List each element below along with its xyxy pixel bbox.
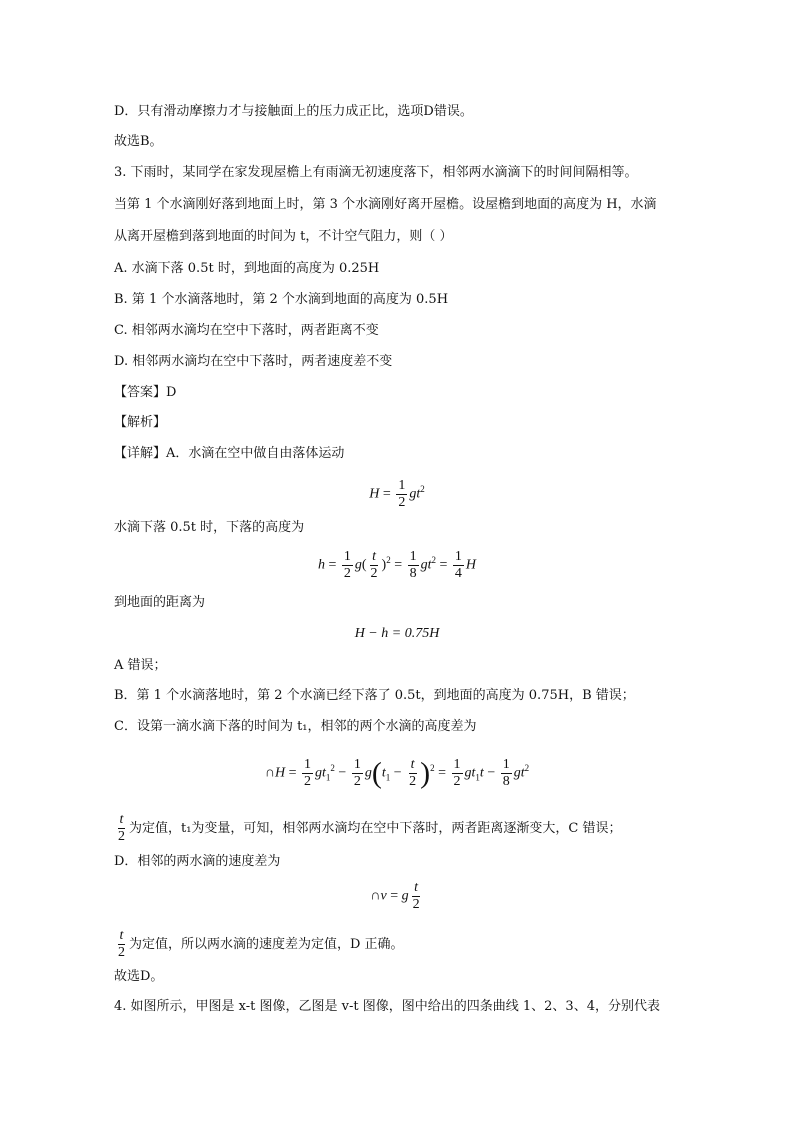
a-wrong: A 错误；: [114, 658, 167, 673]
option-b: B. 第 1 个水滴落地时，第 2 个水滴到地面的高度为 0.5H: [114, 292, 449, 307]
b-explanation: B．第 1 个水滴落地时，第 2 个水滴已经下落了 0.5t，到地面的高度为 0.75H，B 错误；: [114, 688, 635, 703]
distance-text: 到地面的距离为: [114, 595, 206, 610]
equation-half-height: h = $\frac{1}{2}$ g( $\frac{t}{2}$ )$^2$ = $\frac{1}{8}$ $gt^2$ = $\frac{1}{4}$ H: [317, 549, 477, 581]
option-d: D. 相邻两水滴均在空中下落时，两者速度差不变: [114, 354, 393, 369]
c-conclusion: $\frac{t}{2}$ 为定值，t₁为变量，可知，相邻两水滴均在空中下落时，两者距离逐渐变大，C 错误；: [118, 812, 622, 844]
d-explanation: D．相邻的两水滴的速度差为: [114, 854, 281, 869]
answer-label: 【答案】D: [114, 385, 177, 400]
equation-distance: H − h = 0.75H: [354, 626, 440, 641]
prev-option-d: D．只有滑动摩擦力才与接触面上的压力成正比，选项D错误。: [114, 104, 473, 119]
detail-a: 【详解】A．水滴在空中做自由落体运动: [114, 446, 345, 461]
question-3-line-1: 3. 下雨时，某同学在家发现屋檐上有雨滴无初速度落下，相邻两水滴滴下的时间间隔相等。: [114, 165, 638, 180]
question-4-line-1: 4. 如图所示，甲图是 x-t 图像，乙图是 v-t 图像，图中给出的四条曲线 1、2、3、4，分别代表: [114, 999, 660, 1014]
equation-free-fall: H = $\frac{1}{2}$ $gt^2$: [369, 478, 425, 510]
equation-height-difference: ∩H = $\frac{1}{2}$ $gt_1^2$ − $\frac{1}{2}$ $g(t_1$ − $\frac{t}{2}$ )$^2$ = $\frac{1}{2}$ $gt_1t$ − $\frac{1}{8}$ $gt^2$: [264, 756, 530, 790]
c-explanation: C．设第一滴水滴下落的时间为 t₁，相邻的两个水滴的高度差为: [114, 719, 477, 734]
question-3-line-3: 从离开屋檐到落到地面的时间为 t，不计空气阻力，则（ ）: [114, 229, 453, 244]
equation-velocity-difference: ∩v = g $\frac{t}{2}$: [370, 880, 420, 912]
analysis-label: 【解析】: [114, 415, 167, 430]
question-3-line-2: 当第 1 个水滴刚好落到地面上时，第 3 个水滴刚好离开屋檐。设屋檐到地面的高度为 H，水滴: [114, 197, 657, 212]
prev-answer-choice: 故选B。: [114, 134, 163, 149]
final-answer: 故选D。: [114, 969, 164, 984]
d-conclusion: $\frac{t}{2}$ 为定值，所以两水滴的速度差为定值，D 正确。: [118, 928, 404, 960]
option-a: A. 水滴下落 0.5t 时，到地面的高度为 0.25H: [114, 261, 380, 276]
half-time-text: 水滴下落 0.5t 时，下落的高度为: [114, 520, 305, 535]
option-c: C. 相邻两水滴均在空中下落时，两者距离不变: [114, 323, 379, 338]
